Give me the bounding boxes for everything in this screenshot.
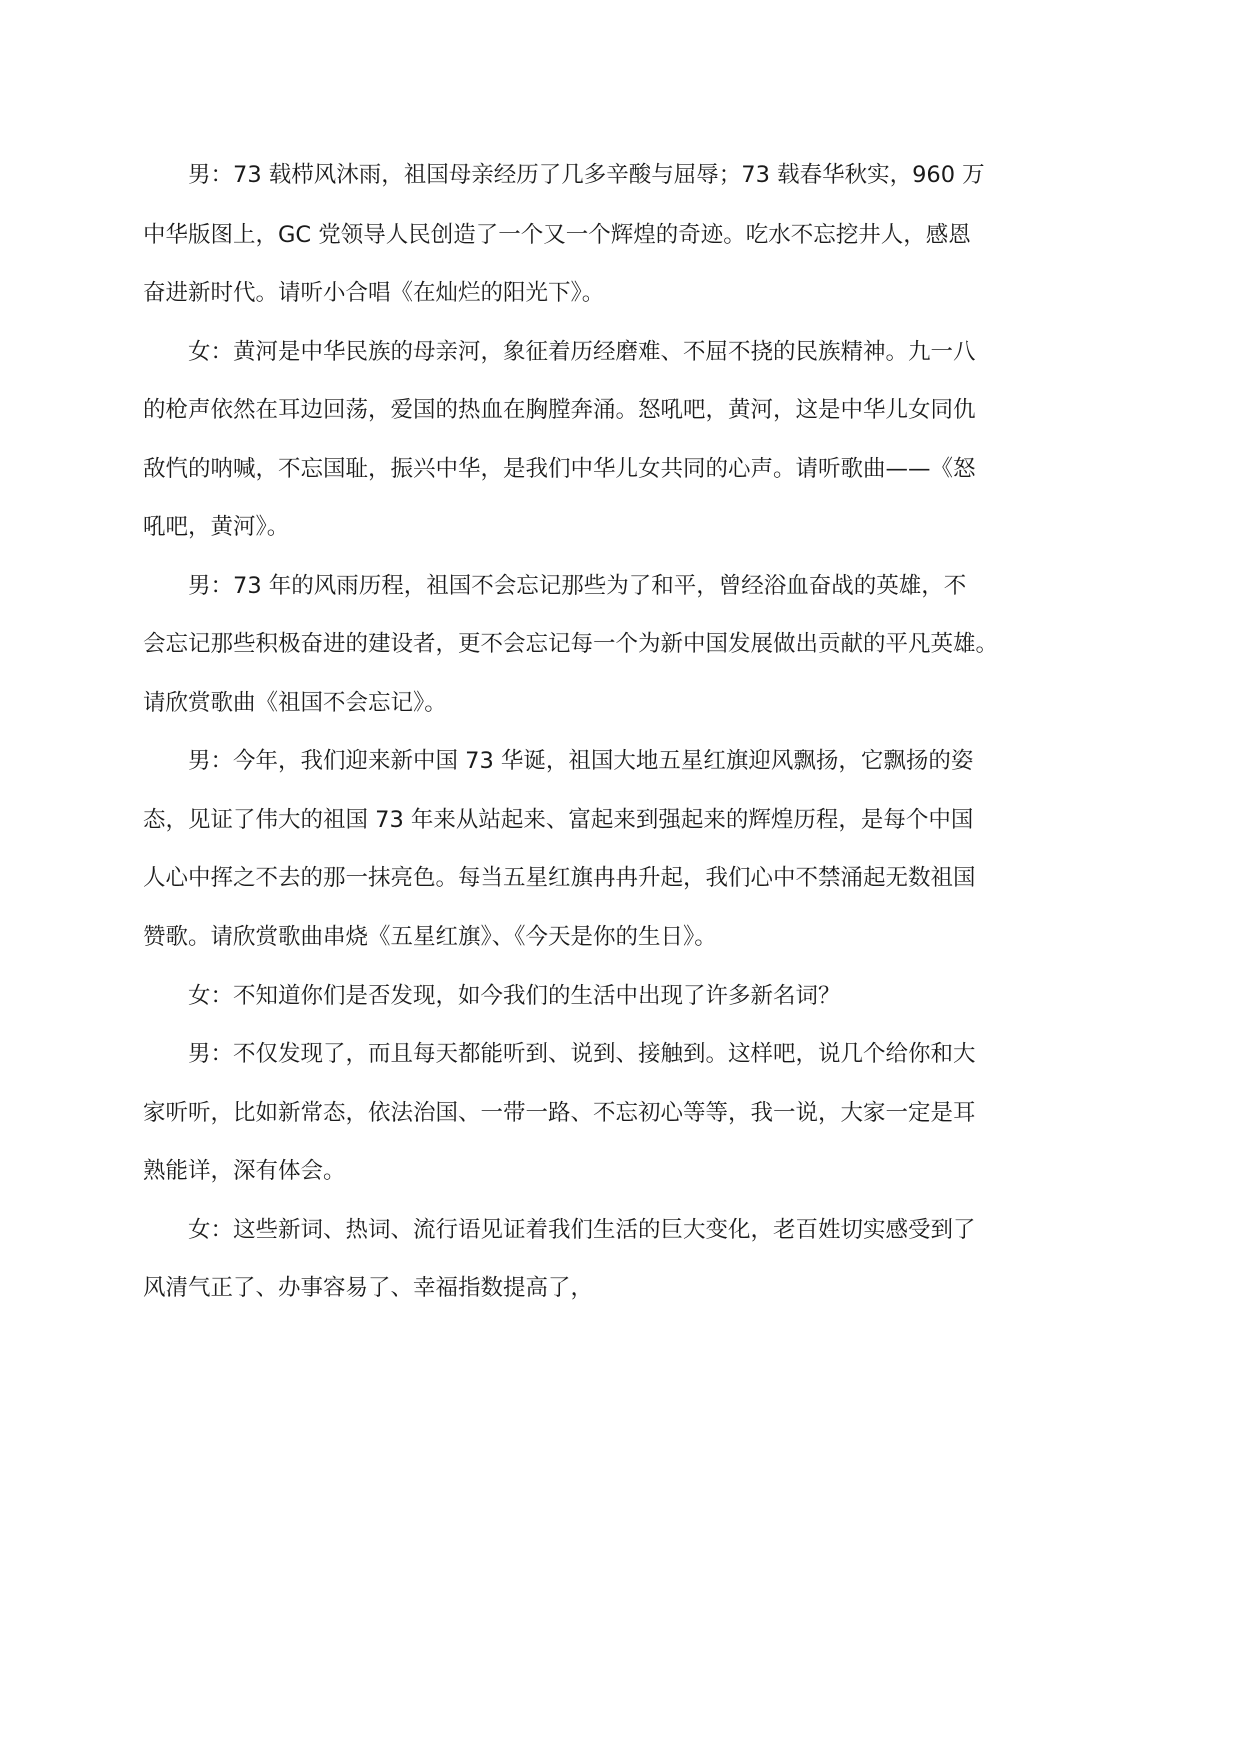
paragraph-1-line-2: 中华版图上，GC 党领导人民创造了一个又一个辉煌的奇迹。吃水不忘挖井人，感恩 xyxy=(143,222,971,248)
paragraph-2-line-1: 女：黄河是中华民族的母亲河，象征着历经磨难、不屈不挠的民族精神。九一八 xyxy=(188,339,976,365)
paragraph-2-line-2: 的枪声依然在耳边回荡，爱国的热血在胸膛奔涌。怒吼吧，黄河，这是中华儿女同仇 xyxy=(143,397,976,423)
paragraph-2-line-3: 敌忾的呐喊，不忘国耻，振兴中华，是我们中华儿女共同的心声。请听歌曲——《怒 xyxy=(143,456,976,482)
paragraph-4-line-1: 男：今年，我们迎来新中国 73 华诞，祖国大地五星红旗迎风飘扬，它飘扬的姿 xyxy=(188,748,974,774)
paragraph-3-line-2: 会忘记那些积极奋进的建设者，更不会忘记每一个为新中国发展做出贡献的平凡英雄。 xyxy=(143,631,999,657)
paragraph-1-line-1: 男：73 载栉风沐雨，祖国母亲经历了几多辛酸与屈辱；73 载春华秋实，960 万 xyxy=(188,162,985,188)
paragraph-2-line-4: 吼吧，黄河》。 xyxy=(143,514,290,540)
paragraph-4-line-2: 态，见证了伟大的祖国 73 年来从站起来、富起来到强起来的辉煌历程，是每个中国 xyxy=(143,807,974,833)
paragraph-4-line-3: 人心中挥之不去的那一抹亮色。每当五星红旗冉冉升起，我们心中不禁涌起无数祖国 xyxy=(143,865,976,891)
paragraph-5-line-1: 女：不知道你们是否发现，如今我们的生活中出现了许多新名词？ xyxy=(188,983,841,1009)
paragraph-4-line-4: 赞歌。请欣赏歌曲串烧《五星红旗》、《今天是你的生日》。 xyxy=(143,924,717,950)
paragraph-3-line-1: 男：73 年的风雨历程，祖国不会忘记那些为了和平，曾经浴血奋战的英雄，不 xyxy=(188,573,967,599)
paragraph-6-line-2: 家听听，比如新常态，依法治国、一带一路、不忘初心等等，我一说，大家一定是耳 xyxy=(143,1100,976,1126)
paragraph-1-line-3: 奋进新时代。请听小合唱《在灿烂的阳光下》。 xyxy=(143,280,605,306)
paragraph-7-line-1: 女：这些新词、热词、流行语见证着我们生活的巨大变化，老百姓切实感受到了 xyxy=(188,1217,976,1243)
paragraph-6-line-3: 熟能详，深有体会。 xyxy=(143,1158,346,1184)
paragraph-3-line-3: 请欣赏歌曲《祖国不会忘记》。 xyxy=(143,690,447,716)
paragraph-7-line-2: 风清气正了、办事容易了、幸福指数提高了， xyxy=(143,1275,594,1301)
paragraph-6-line-1: 男：不仅发现了，而且每天都能听到、说到、接触到。这样吧，说几个给你和大 xyxy=(188,1041,976,1067)
